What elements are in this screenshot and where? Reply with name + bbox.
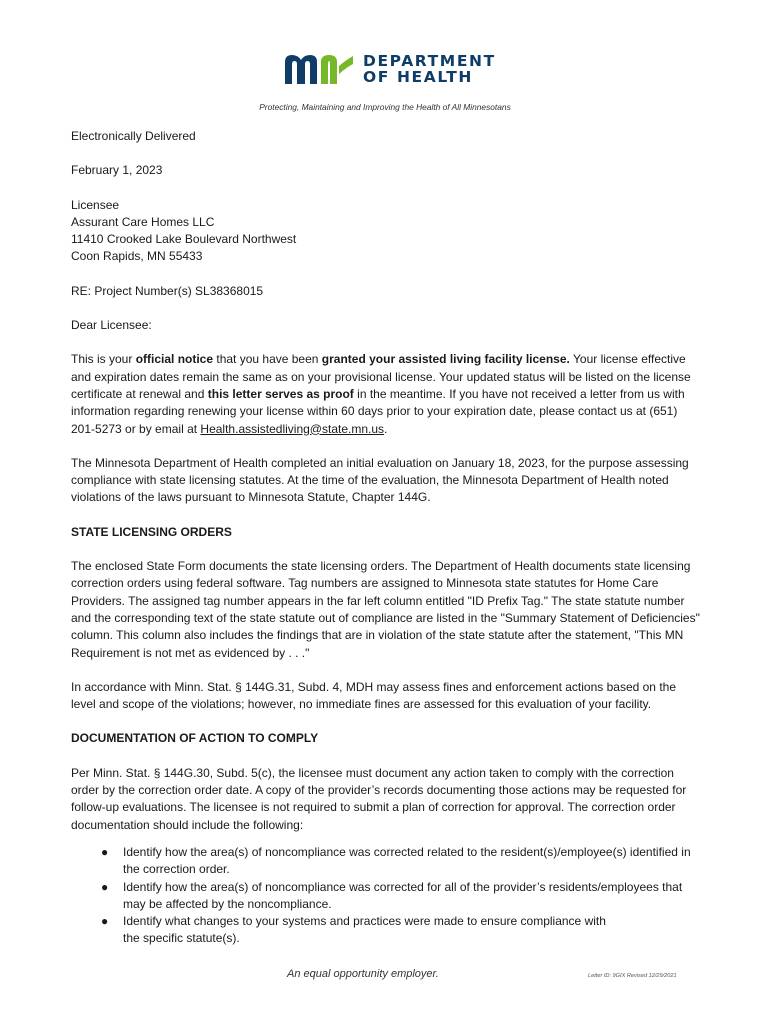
- p1-bold-official-notice: official notice: [135, 352, 214, 367]
- email-link[interactable]: Health.assistedliving@state.mn.us: [200, 421, 385, 436]
- p1-text: Your license effective and expiration dates remain the same as on your provisional license. Your updated status will be listed on the license certificate at renewal and: [71, 352, 691, 401]
- address-line: Coon Rapids, MN 55433: [71, 249, 203, 264]
- list-item: [101, 913, 703, 948]
- heading-documentation: DOCUMENTATION OF ACTION TO COMPLY: [71, 731, 319, 746]
- p1-text: This is your: [71, 352, 136, 367]
- re-line: RE: Project Number(s) SL38368015: [71, 283, 264, 298]
- mdh-logo: [283, 52, 496, 86]
- letter-date: February 1, 2023: [71, 163, 163, 178]
- recipient-address: [71, 197, 703, 266]
- list-item-text: Identify what changes to your systems and practices were made to ensure compliance with the specific statute(s).: [123, 914, 606, 946]
- p1-text: .: [384, 421, 388, 436]
- p1-text: that you have been: [213, 352, 322, 367]
- paragraph-state-form: The enclosed State Form documents the state licensing orders. The Department of Health documents state licensing correction orders using federal software. Tag numbers are assigned to Minnesota state statutes for Home Care Providers. The assigned tag number appears in the far left column entitled "ID Prefix Tag." The state statute number and the corresponding text of the state statute out of compliance are listed in the "Summary Statement of Deficiencies" column. This column also includes the findings that are in violation of the state statute after the statement, "This MN Requirement is not met as evidenced by . . .": [71, 559, 700, 660]
- letter-body: [71, 128, 703, 948]
- address-line: Licensee: [71, 197, 120, 212]
- bullet-icon: ●: [101, 844, 109, 859]
- address-line: Assurant Care Homes LLC: [71, 214, 215, 229]
- list-item-text: Identify how the area(s) of noncompliance was corrected related to the resident(s)/employee(s) identified in the correction order.: [123, 844, 691, 877]
- p1-bold-granted: granted your assisted living facility license.: [321, 352, 570, 367]
- heading-state-licensing-orders: STATE LICENSING ORDERS: [71, 524, 232, 539]
- list-item: [101, 844, 703, 879]
- logo-text-department: DEPARTMENT: [363, 52, 496, 70]
- p1-text: in the meantime. If you have not received a letter from us with information regarding renewing your license within 60 days prior to your expiration date, please contact us at (651) 201-5273 or by email at: [71, 386, 685, 436]
- paragraph-documentation: Per Minn. Stat. § 144G.30, Subd. 5(c), the licensee must document any action taken to comply with the correction order by the correction order date. A copy of the provider’s records documenting those actions may be requested for follow-up evaluations. The licensee is not required to submit a plan of correction for approval. The correction order documentation should include the following:: [71, 765, 687, 832]
- mn-logo-icon: [283, 52, 355, 86]
- tagline: Protecting, Maintaining and Improving the Health of All Minnesotans: [259, 102, 511, 112]
- p1-bold-proof: this letter serves as proof: [207, 386, 354, 401]
- equal-opportunity-footer: An equal opportunity employer.: [287, 968, 439, 980]
- bullet-icon: ●: [101, 879, 109, 894]
- paragraph-evaluation: The Minnesota Department of Health completed an initial evaluation on January 18, 2023, for the purpose assessing compliance with state licensing statutes. At the time of the evaluation, the Minnesota Department of Health noted violations of the laws pursuant to Minnesota Statute, Chapter 144G.: [71, 455, 689, 505]
- requirements-list: [71, 844, 703, 948]
- paragraph-fines: In accordance with Minn. Stat. § 144G.31, Subd. 4, MDH may assess fines and enforcement actions based on the level and scope of the violations; however, no immediate fines are assessed for this evaluation of your facility.: [71, 679, 676, 712]
- list-item-text: Identify how the area(s) of noncompliance was corrected for all of the provider’s residents/employees that may be affected by the noncompliance.: [123, 879, 683, 911]
- letter-id-footer: Letter ID: 9GIX Revised 12/29/2021: [588, 973, 677, 979]
- paragraph-official-notice: [71, 351, 703, 437]
- logo-text-of-health: OF HEALTH: [363, 68, 473, 86]
- address-line: 11410 Crooked Lake Boulevard Northwest: [71, 232, 297, 247]
- bullet-icon: ●: [101, 914, 109, 929]
- salutation: Dear Licensee:: [71, 318, 152, 333]
- list-item: [101, 879, 703, 914]
- delivery-method: Electronically Delivered: [71, 129, 196, 143]
